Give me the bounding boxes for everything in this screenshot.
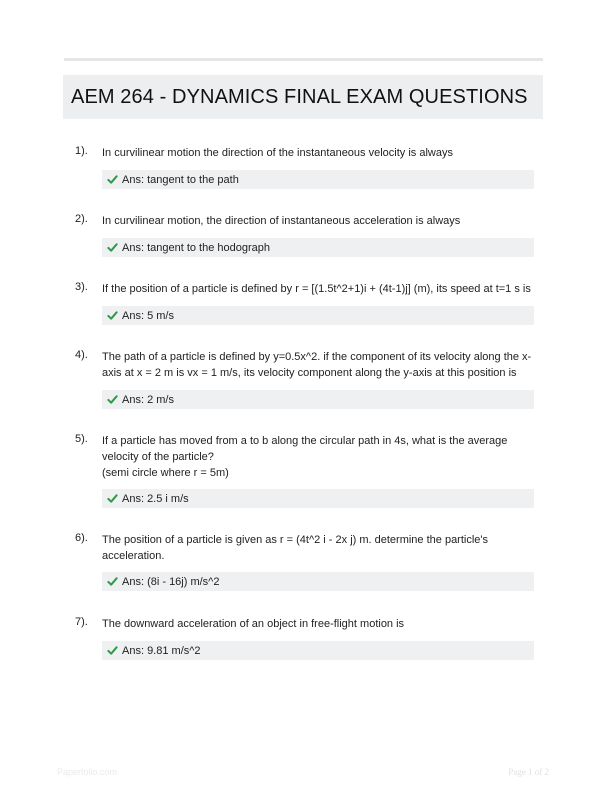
answer-box: [102, 306, 534, 325]
answer-box: [102, 572, 534, 591]
top-divider: [64, 58, 543, 61]
answer-text: Ans: tangent to the hodograph: [122, 241, 271, 254]
question-number: 4).: [75, 349, 88, 361]
checkmark-icon: [107, 576, 118, 587]
answer-text: Ans: 5 m/s: [122, 309, 174, 322]
question-number: 6).: [75, 532, 88, 544]
question-text: In curvilinear motion, the direction of instantaneous acceleration is always: [102, 215, 461, 227]
question-text: The position of a particle is given as r = (4t^2 i - 2x j) m. determine the particle's acceleration.: [102, 534, 489, 562]
answer-box: [102, 641, 534, 660]
question-number: 5).: [75, 433, 88, 445]
answer-text: Ans: (8i - 16j) m/s^2: [122, 575, 220, 588]
checkmark-icon: [107, 394, 118, 405]
answer-box: [102, 390, 534, 409]
answer-text: Ans: 2 m/s: [122, 393, 174, 406]
question-text: If the position of a particle is defined by r = [(1.5t^2+1)i + (4t-1)j] (m), its speed at t=1 s is: [102, 283, 531, 295]
question-text: The path of a particle is defined by y=0.5x^2. if the component of its velocity along the x-axis at x = 2 m is vx = 1 m/s, its velocity component along the y-axis at this position is: [102, 351, 532, 379]
checkmark-icon: [107, 242, 118, 253]
answer-text: Ans: 2.5 i m/s: [122, 492, 189, 505]
question-number: 3).: [75, 281, 88, 293]
question-text: In curvilinear motion the direction of the instantaneous velocity is always: [102, 147, 453, 159]
page-title: AEM 264 - DYNAMICS FINAL EXAM QUESTIONS: [71, 85, 528, 108]
question-text: If a particle has moved from a to b along the circular path in 4s, what is the average velocity of the particle? (semi circle where r = 5m): [102, 435, 508, 479]
checkmark-icon: [107, 310, 118, 321]
checkmark-icon: [107, 645, 118, 656]
watermark: Paperfolio.com: [57, 767, 118, 777]
answer-text: Ans: tangent to the path: [122, 173, 239, 186]
answer-box: [102, 489, 534, 508]
answer-box: [102, 238, 534, 257]
title-bar: [63, 75, 543, 119]
question-text: The downward acceleration of an object in free-flight motion is: [102, 618, 405, 630]
question-number: 2).: [75, 213, 88, 225]
question-number: 1).: [75, 145, 88, 157]
checkmark-icon: [107, 493, 118, 504]
page-number: Page 1 of 2: [508, 767, 549, 777]
checkmark-icon: [107, 174, 118, 185]
question-number: 7).: [75, 616, 88, 628]
answer-box: [102, 170, 534, 189]
answer-text: Ans: 9.81 m/s^2: [122, 644, 201, 657]
